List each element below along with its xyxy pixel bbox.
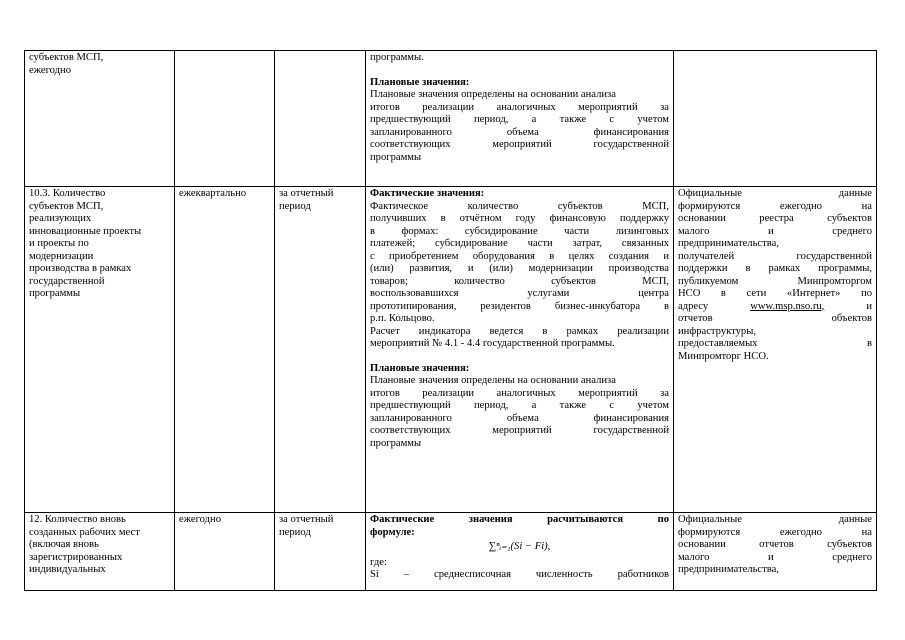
text-line: инновационные проекты: [29, 225, 142, 237]
text-line: с приобретением оборудования в целях создания и: [370, 250, 669, 262]
text-line: государственной: [29, 275, 105, 287]
text-line: публикуемом Минпромторгом: [678, 275, 872, 287]
sum-formula: ∑ⁿᵢ₌₁(Si − Fi),: [488, 541, 551, 552]
text-line: зарегистрированных: [29, 551, 123, 563]
method-cell: [366, 513, 674, 591]
plan-heading: Плановые значения:: [370, 76, 470, 88]
text-line: период: [279, 200, 311, 212]
text-line: за отчетный: [279, 188, 334, 199]
method-cell: [366, 51, 674, 187]
text-line: программы: [370, 437, 422, 449]
text-line: запланированного объема финансирования: [370, 126, 669, 138]
text-line: Официальные данные: [678, 514, 872, 525]
text-line: формируются ежегодно на: [678, 200, 872, 212]
period-cell: [275, 187, 366, 513]
text-line: платежей; субсидирование части затрат, связанных: [370, 238, 669, 249]
text-line: Расчет индикатора ведется в рамках реализации: [370, 325, 669, 337]
text-line: соответствующих мероприятий государственной: [370, 425, 669, 436]
method-cell: [366, 187, 674, 513]
text-line: малого и среднего: [678, 551, 872, 563]
indicator-name-cell: [25, 513, 175, 591]
text-line: основании отчетов субъектов: [678, 539, 872, 550]
indicator-name-cell: [25, 187, 175, 513]
source-cell: [674, 513, 877, 591]
text-line: предпринимательства,: [678, 238, 779, 249]
text-line: субъектов МСП,: [29, 52, 104, 63]
text-line: модернизации: [29, 250, 94, 262]
text-line: Плановые значения определены на основании анализа: [370, 375, 616, 386]
text-line: 12. Количество вновь: [29, 514, 126, 525]
text-line: отчетов объектов: [678, 313, 872, 324]
text-line: ежегодно: [29, 64, 72, 76]
indicators-table: [24, 50, 877, 591]
text-line: и проекты по: [29, 238, 89, 249]
text-line: основании реестра субъектов: [678, 213, 872, 224]
formula-heading: формуле:: [370, 526, 415, 538]
source-cell: [674, 51, 877, 187]
text-line: итогов реализации аналогичных мероприятий за: [370, 101, 669, 113]
text-line: итогов реализации аналогичных мероприятий за: [370, 387, 669, 399]
periodicity-cell: ежегодно: [175, 513, 275, 591]
text-line: предоставляемых в: [678, 338, 872, 349]
text-line: Официальные данные: [678, 188, 872, 199]
table-row: [25, 513, 877, 591]
address-line: [678, 301, 872, 314]
text-line: созданных рабочих мест: [29, 526, 140, 538]
periodicity-cell: [175, 51, 275, 187]
source-cell: [674, 187, 877, 513]
text-line: получателей государственной: [678, 250, 872, 262]
text-line: программы.: [370, 52, 424, 63]
text-line: получивших в отчётном году финансовую поддержку: [370, 213, 669, 224]
text-line: мероприятий № 4.1 - 4.4 государственной программы.: [370, 338, 615, 349]
text-line: производства в рамках: [29, 263, 132, 274]
text-line: инфраструктуры,: [678, 325, 756, 337]
text-line: программы: [29, 288, 81, 299]
text-line: запланированного объема финансирования: [370, 412, 669, 424]
text-line: поддержки в рамках программы,: [678, 263, 872, 274]
table-row: [25, 51, 877, 187]
text-line: НСО в сети «Интернет» по: [678, 288, 872, 299]
text-line: 10.3. Количество: [29, 188, 106, 199]
indicator-name-cell: [25, 51, 175, 187]
text-line: индивидуальных: [29, 564, 106, 575]
periodicity-cell: ежеквартально: [175, 187, 275, 513]
text-line: за отчетный: [279, 514, 334, 525]
fact-heading: Фактические значения:: [370, 188, 485, 199]
text-line: малого и среднего: [678, 225, 872, 237]
text-line: р.п. Кольцово.: [370, 313, 435, 324]
text-fragment: и: [866, 300, 872, 312]
text-line: (или) развития, и (или) модернизации производства: [370, 263, 669, 274]
text-line: предшествующий период, а также с учетом: [370, 114, 669, 125]
text-line: Плановые значения определены на основании анализа: [370, 89, 616, 100]
text-line: субъектов МСП,: [29, 200, 104, 212]
text-line: воспользовавшихся услугами центра: [370, 288, 669, 299]
text-line: предшествующий период, а также с учетом: [370, 400, 669, 411]
text-line: предпринимательства,: [678, 564, 779, 575]
text-line: в формах: субсидирование части лизинговых: [370, 225, 669, 237]
formula-heading: Фактические значения расчитываются по: [370, 514, 669, 525]
msp-site-link[interactable]: www.msp.nso.ru,: [750, 300, 825, 312]
text-line: Si – среднесписочная численность работников: [370, 569, 669, 580]
period-cell: [275, 513, 366, 591]
text-line: реализующих: [29, 213, 92, 224]
period-cell: [275, 51, 366, 187]
text-line: прототипирования, резидентов бизнес-инкубатора в: [370, 300, 669, 312]
text-line: период: [279, 526, 311, 538]
text-line: программы: [370, 151, 422, 163]
text-line: Фактическое количество субъектов МСП,: [370, 200, 669, 212]
text-line: (включая вновь: [29, 539, 99, 550]
text-fragment: адресу: [678, 300, 709, 312]
text-line: формируются ежегодно на: [678, 526, 872, 538]
text-line: Минпромторг НСО.: [678, 350, 769, 362]
table-row: [25, 187, 877, 513]
text-line: товаров; количество субъектов МСП,: [370, 275, 669, 287]
text-line: где:: [370, 556, 387, 568]
plan-heading: Плановые значения:: [370, 362, 470, 374]
text-line: соответствующих мероприятий государственной: [370, 139, 669, 150]
